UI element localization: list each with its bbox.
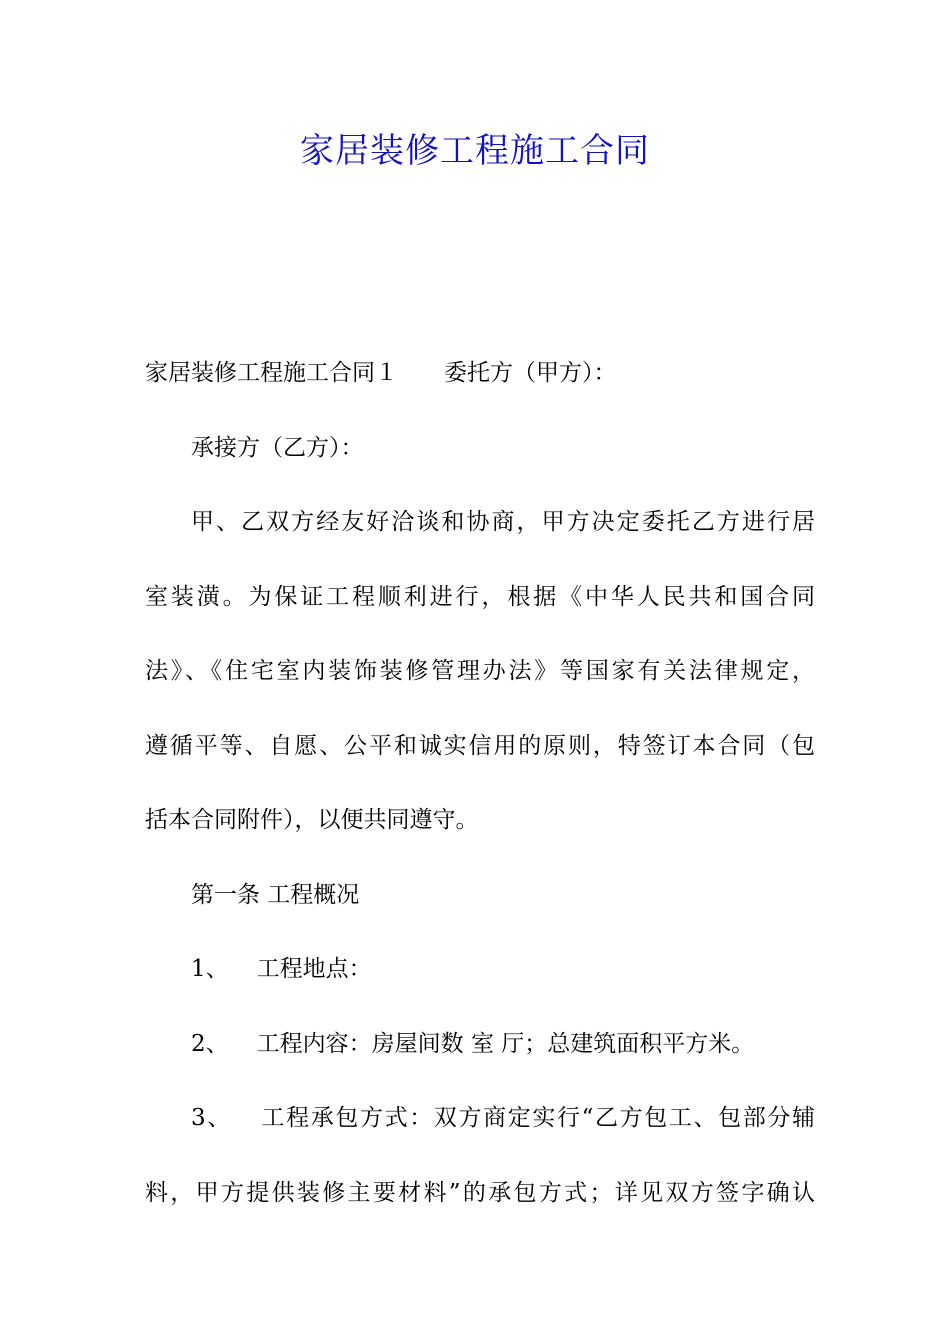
list-item-number: 1、 bbox=[191, 956, 229, 982]
article-heading: 第一条 工程概况 bbox=[191, 881, 360, 908]
paragraph-contractor-party: 承接方（乙方）： bbox=[191, 434, 364, 461]
list-item-text: 工程承包方式：双方商定实行“乙方包工、包部分辅 bbox=[259, 1105, 815, 1131]
list-item bbox=[145, 1007, 815, 1082]
paragraph-intro-line: 甲、乙双方经友好洽谈和协商，甲方决定委托乙方进行居 bbox=[191, 509, 815, 535]
document-title: 家居装修工程施工合同 bbox=[300, 131, 650, 171]
paragraph-intro-line: 括本合同附件），以便共同遵守。 bbox=[145, 807, 479, 833]
paragraph-intro-line: 法》、《住宅室内装饰装修管理办法》等国家有关法律规定， bbox=[145, 658, 815, 684]
paragraph-contract-header bbox=[145, 336, 815, 411]
list-item-number: 3、 bbox=[191, 1105, 232, 1131]
contract-number-text: 家居装修工程施工合同１ bbox=[145, 360, 398, 386]
client-party-label: 委托方（甲方）： bbox=[444, 360, 617, 386]
list-item-continuation: 料，甲方提供装修主要材料”的承包方式；详见双方签字确认 bbox=[145, 1179, 815, 1206]
paragraph-intro-line: 室装潢。为保证工程顺利进行，根据《中华人民共和国合同 bbox=[145, 583, 815, 610]
list-item bbox=[145, 932, 815, 1007]
list-item-number: 2、 bbox=[191, 1030, 229, 1057]
list-item bbox=[145, 1081, 815, 1156]
paragraph-intro-line: 遵循平等、自愿、公平和诚实信用的原则，特签订本合同（包 bbox=[145, 732, 815, 759]
list-item-text: 工程地点： bbox=[256, 956, 372, 982]
document-body bbox=[145, 336, 815, 1230]
list-item-text: 工程内容：房屋间数 室 厅；总建筑面积平方米。 bbox=[256, 1030, 755, 1057]
